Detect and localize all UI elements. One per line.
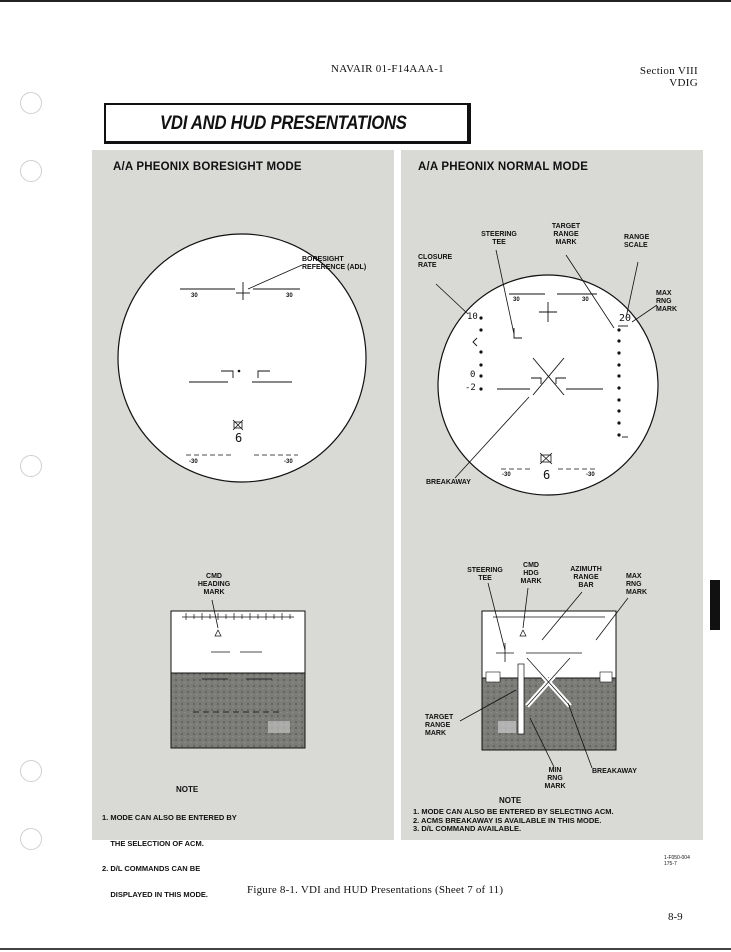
left-scope-bottom-left: -30: [189, 459, 198, 465]
left-notes: [102, 797, 237, 908]
label-range-scale: RANGE SCALE: [624, 234, 650, 249]
label-steering-tee-hud: STEERING TEE: [467, 567, 503, 582]
right-note-line: 2. ACMS BREAKAWAY IS AVAILABLE IN THIS MODE.: [413, 815, 602, 825]
label-breakaway-hud: BREAKAWAY: [592, 768, 637, 775]
right-panel-title: A/A PHEONIX NORMAL MODE: [418, 161, 589, 173]
closure-rate-neg2: -2: [465, 383, 476, 393]
label-cmd-hdg-mark: CMD HDG MARK: [520, 562, 542, 585]
left-note-line: 1. MODE CAN ALSO BE ENTERED BY: [102, 813, 237, 822]
figure-caption: Figure 8-1. VDI and HUD Presentations (Sheet 7 of 11): [247, 884, 504, 896]
range-scale-value: 20: [619, 313, 632, 324]
label-boresight-reference: BORESIGHT REFERENCE (ADL): [302, 256, 367, 271]
section-label: Section VIII: [639, 65, 698, 77]
left-panel-title: A/A PHEONIX BORESIGHT MODE: [113, 161, 302, 173]
page-number: 8-9: [668, 911, 683, 923]
label-max-rng-mark: MAX RNG MARK: [656, 290, 677, 313]
label-breakaway: BREAKAWAY: [426, 479, 471, 486]
left-note-line: DISPLAYED IN THIS MODE.: [102, 889, 208, 899]
left-note-line: 2. D/L COMMANDS CAN BE: [102, 864, 201, 873]
left-scope-tick-30-left: 30: [191, 293, 198, 299]
left-scope-bottom-right: -30: [284, 459, 293, 465]
right-scope-tick-30-left: 30: [513, 297, 520, 303]
right-note-title: NOTE: [499, 796, 522, 805]
left-note-title: NOTE: [176, 785, 199, 794]
left-note-line: THE SELECTION OF ACM.: [102, 838, 204, 848]
figure-code: 1-F050-004 175-7: [664, 855, 690, 867]
left-scope-digit: 6: [235, 431, 243, 445]
left-hud: [171, 611, 305, 748]
right-scope-tick-30-right: 30: [582, 297, 589, 303]
label-min-rng-mark: MIN RNG MARK: [544, 767, 566, 790]
label-target-range-mark: TARGET RANGE MARK: [551, 223, 581, 246]
right-scope-digit: 6: [543, 468, 551, 482]
label-closure-rate: CLOSURE RATE: [418, 254, 453, 269]
left-scope-tick-30-right: 30: [286, 293, 293, 299]
right-scope-bottom-left: -30: [502, 472, 511, 478]
right-scope-bottom-right: -30: [586, 472, 595, 478]
label-target-range-mark-hud: TARGET RANGE MARK: [425, 714, 454, 737]
banner-title: VDI AND HUD PRESENTATIONS: [160, 113, 407, 134]
label-azimuth-range-bar: AZIMUTH RANGE BAR: [570, 566, 602, 589]
right-note-line: 3. D/L COMMAND AVAILABLE.: [413, 824, 522, 833]
label-cmd-heading-mark: CMD HEADING MARK: [197, 573, 231, 596]
subsection-label: VDIG: [669, 77, 698, 89]
closure-rate-0: 0: [470, 370, 476, 380]
label-steering-tee: STEERING TEE: [481, 231, 517, 246]
document-id: NAVAIR 01-F14AAA-1: [331, 63, 444, 75]
closure-rate-10: 10: [467, 312, 478, 322]
bottom-rule: [0, 948, 731, 950]
label-max-rng-mark-hud: MAX RNG MARK: [626, 573, 647, 596]
right-notes: [413, 808, 614, 834]
right-note-line: 1. MODE CAN ALSO BE ENTERED BY SELECTING ACM.: [413, 807, 614, 816]
